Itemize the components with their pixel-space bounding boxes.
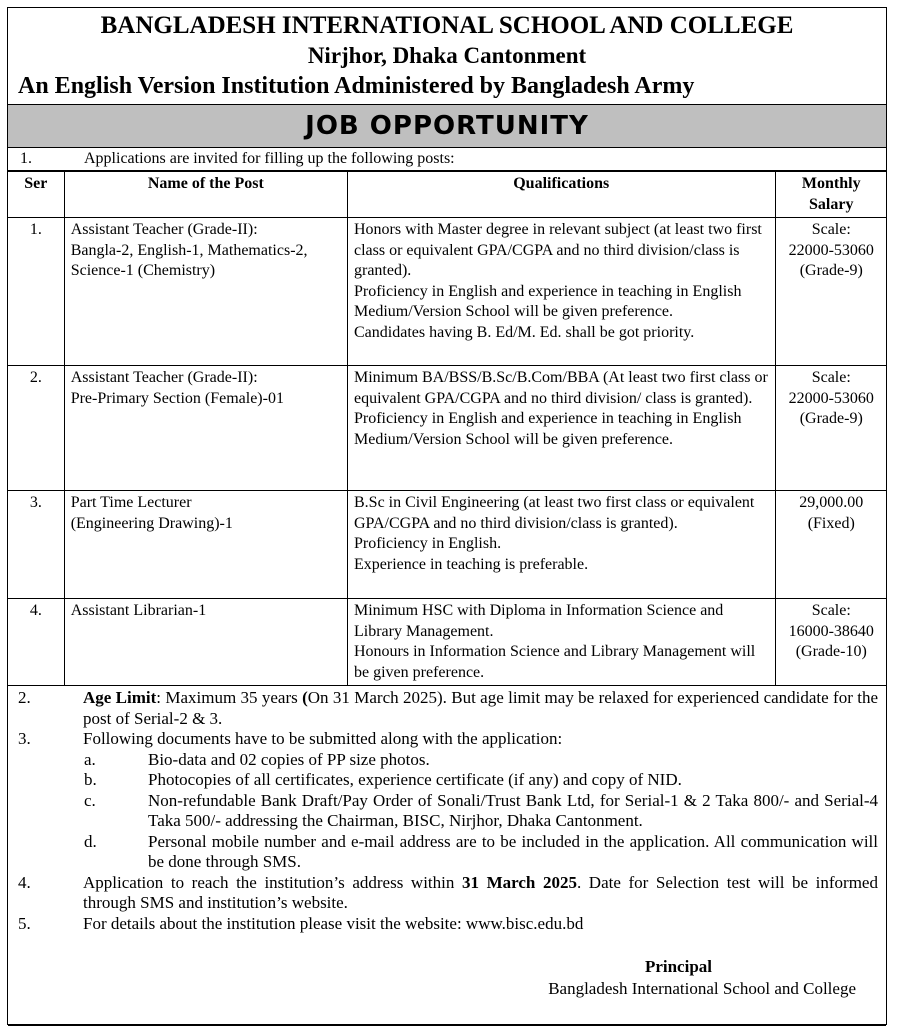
- deadline-text: Application to reach the institution’s address within: [83, 872, 462, 892]
- salary-line: 29,000.00: [799, 494, 864, 511]
- age-text-rest: On 31 March 2025). But age limit may be relaxed for experienced candidate for the post of Serial-2 & 3.: [83, 688, 878, 728]
- qual-line: Candidates having B. Ed/M. Ed. shall be got priority.: [354, 323, 695, 341]
- header: [8, 11, 886, 101]
- signature-title: Principal: [644, 957, 712, 976]
- salary-line: (Grade-10): [795, 643, 867, 660]
- deadline-date: 31 March 2025: [461, 872, 577, 892]
- qual-line: Honors with Master degree in relevant subject (at least two first class or equivalent GPA/CGPA and no third division/class is granted).: [354, 221, 762, 279]
- row-qualifications: [348, 218, 776, 366]
- item-text: [83, 873, 878, 914]
- post-line: (Engineering Drawing)-1: [70, 514, 233, 532]
- qual-line: B.Sc in Civil Engineering (at least two first class or equivalent GPA/CGPA and no third division/class is granted).: [354, 494, 755, 532]
- salary-line: 22000-53060: [788, 241, 874, 259]
- website-item: [8, 914, 886, 935]
- item-number: 2.: [18, 688, 31, 707]
- document-subitem: [8, 832, 886, 873]
- row-ser: 1.: [8, 218, 64, 366]
- row-qualifications: [348, 366, 776, 491]
- col-salary: Monthly Salary: [775, 172, 887, 218]
- intro-line: [8, 148, 886, 171]
- salary-line: Scale:: [811, 221, 851, 238]
- subitem-letter: d.: [84, 831, 97, 851]
- intro-number: 1.: [20, 150, 32, 167]
- salary-line: (Fixed): [807, 514, 855, 532]
- instructions: [8, 686, 886, 934]
- signature-org: Bangladesh International School and College: [548, 979, 856, 998]
- age-limit-item: [8, 688, 886, 729]
- documents-item: [8, 729, 886, 750]
- item-text: Following documents have to be submitted along with the application:: [83, 729, 563, 748]
- qual-line: Proficiency in English and experience in teaching in English Medium/Version School will be given preference.: [354, 410, 742, 448]
- item-number: 5.: [18, 913, 31, 933]
- subitem-letter: b.: [84, 770, 97, 789]
- posts-table: [8, 171, 887, 686]
- salary-line: 16000-38640: [788, 622, 874, 640]
- school-name: BANGLADESH INTERNATIONAL SCHOOL AND COLLEGE: [100, 12, 794, 39]
- post-line: Bangla-2, English-1, Mathematics-2, Science-1 (Chemistry): [70, 241, 308, 279]
- post-line: Part Time Lecturer: [70, 494, 192, 511]
- row-salary: [775, 366, 887, 491]
- salary-line: 22000-53060: [788, 389, 874, 407]
- signature-block: [8, 956, 886, 1000]
- row-post: [64, 491, 347, 599]
- job-opportunity-banner: JOB OPPORTUNITY: [8, 104, 886, 148]
- table-row: [8, 599, 887, 686]
- item-number: 3.: [18, 729, 31, 748]
- item-text: For details about the institution please visit the website: www.bisc.edu.bd: [83, 913, 584, 933]
- col-post: Name of the Post: [64, 172, 347, 218]
- school-tagline: An English Version Institution Administered by Bangladesh Army: [18, 73, 695, 99]
- qual-line: Proficiency in English and experience in teaching in English Medium/Version School will be given preference.: [354, 282, 742, 320]
- item-number: 4.: [18, 872, 31, 892]
- table-row: [8, 218, 887, 366]
- subitem-text: Personal mobile number and e-mail address are to be included in the application. All communication will be done through SMS.: [148, 831, 878, 871]
- row-post: [64, 218, 347, 366]
- row-ser: 2.: [8, 366, 64, 491]
- row-post: [64, 599, 347, 686]
- col-qualifications: Qualifications: [348, 172, 776, 218]
- salary-line: (Grade-9): [799, 262, 863, 279]
- document-subitem: [8, 770, 886, 791]
- qual-line: Proficiency in English.: [354, 535, 502, 552]
- row-post: [64, 366, 347, 491]
- row-salary: [775, 491, 887, 599]
- qual-line: Experience in teaching is preferable.: [354, 555, 589, 573]
- subitem-text: Non-refundable Bank Draft/Pay Order of Sonali/Trust Bank Ltd, for Serial-1 & 2 Taka 800/- and Serial-4 Taka 500/- addressing the Chairman, BISC, Nirjhor, Dhaka Cantonment.: [148, 790, 878, 830]
- document-subitem: [8, 791, 886, 832]
- document-subitem: [8, 750, 886, 771]
- advertisement: [7, 7, 887, 1025]
- subitem-text: Photocopies of all certificates, experience certificate (if any) and copy of NID.: [148, 770, 682, 789]
- post-line: Assistant Librarian-1: [70, 602, 207, 619]
- qual-line: Honours in Information Science and Library Management will be given preference.: [354, 643, 756, 681]
- post-line: Pre-Primary Section (Female)-01: [70, 389, 284, 407]
- salary-line: (Grade-9): [799, 410, 863, 427]
- subitem-text: Bio-data and 02 copies of PP size photos.: [148, 749, 430, 769]
- post-line: Assistant Teacher (Grade-II):: [70, 221, 258, 238]
- table-header-row: [8, 172, 887, 218]
- salary-line: Scale:: [811, 369, 851, 386]
- subitem-letter: c.: [84, 790, 96, 810]
- item-text: [83, 688, 878, 729]
- age-limit-label: Age Limit: [83, 688, 157, 707]
- post-line: Assistant Teacher (Grade-II):: [70, 369, 258, 386]
- deadline-text-rest: . Date for Selection test will be informed through SMS and institution’s website.: [83, 872, 878, 912]
- row-qualifications: [348, 599, 776, 686]
- qual-line: Minimum BA/BSS/B.Sc/B.Com/BBA (At least two first class or equivalent GPA/CGPA and no third division/ class is granted).: [354, 369, 768, 407]
- school-location: Nirjhor, Dhaka Cantonment: [307, 43, 587, 68]
- row-salary: [775, 599, 887, 686]
- age-paren: (: [302, 688, 308, 707]
- salary-line: Scale:: [811, 602, 851, 619]
- row-salary: [775, 218, 887, 366]
- deadline-item: [8, 873, 886, 914]
- table-row: [8, 366, 887, 491]
- qual-line: Minimum HSC with Diploma in Information Science and Library Management.: [354, 602, 724, 640]
- row-ser: 3.: [8, 491, 64, 599]
- subitem-letter: a.: [84, 749, 96, 769]
- row-qualifications: [348, 491, 776, 599]
- table-row: [8, 491, 887, 599]
- age-text: : Maximum 35 years: [156, 688, 303, 707]
- divider: [8, 1025, 886, 1026]
- col-ser: Ser: [8, 172, 64, 218]
- row-ser: 4.: [8, 599, 64, 686]
- intro-text: Applications are invited for filling up the following posts:: [84, 150, 455, 167]
